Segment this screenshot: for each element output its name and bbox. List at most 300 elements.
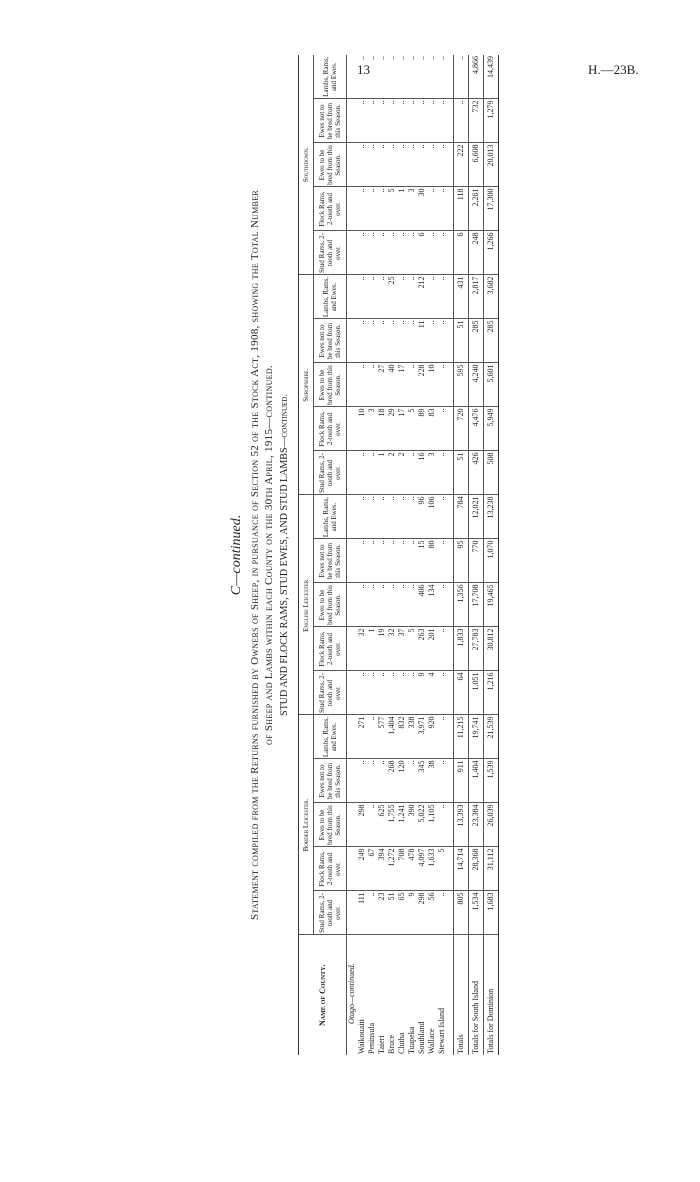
column-subheader: Lambs, Rams, and Ewes. xyxy=(314,55,347,99)
group-header-english-leicester: English Leicester. xyxy=(299,495,314,715)
heading-line-3: STUD AND FLOCK RAMS, STUD EWES, AND STUD LAMBS—continued. xyxy=(279,394,290,716)
table-cell: 4,476 xyxy=(469,407,484,451)
table-cell: .. xyxy=(407,143,417,187)
table-row xyxy=(397,55,407,1055)
table-cell: 338 xyxy=(407,715,417,759)
table-cell: 12,021 xyxy=(469,495,484,539)
column-subheader: Stud Rams, 2-tooth and over. xyxy=(314,231,347,275)
table-cell: 1,683 xyxy=(484,891,499,935)
table-cell: .. xyxy=(417,99,427,143)
table-cell: 1,241 xyxy=(397,803,407,847)
table-cell: 271 xyxy=(357,715,367,759)
table-cell: .. xyxy=(427,319,437,363)
table-cell: .. xyxy=(387,231,397,275)
page-number: 13 xyxy=(357,62,370,77)
county-name xyxy=(407,935,417,1055)
table-cell: .. xyxy=(397,539,407,583)
table-cell: .. xyxy=(387,55,397,99)
group-header-southdown: Southdown. xyxy=(299,55,314,275)
county-name-text: Waikouaiti xyxy=(357,1019,366,1054)
table-cell: 17 xyxy=(397,407,407,451)
table-cell: 23,384 xyxy=(469,803,484,847)
group-header-shropshire: Shropshire. xyxy=(299,275,314,495)
table-cell: .. xyxy=(437,143,447,187)
table-cell: .. xyxy=(454,99,469,143)
table-cell: 1 xyxy=(367,627,377,671)
table-cell: .. xyxy=(367,363,377,407)
table-cell: 17,300 xyxy=(484,187,499,231)
table-row xyxy=(367,55,377,1055)
table-cell: 298 xyxy=(417,891,427,935)
table-cell: .. xyxy=(397,319,407,363)
table-cell: 51 xyxy=(454,319,469,363)
column-subheader: Ewes not to be bred from this Season. xyxy=(314,319,347,363)
table-row xyxy=(377,55,387,1055)
table-cell: 577 xyxy=(377,715,387,759)
table-cell: 1 xyxy=(377,451,387,495)
table-cell: .. xyxy=(397,231,407,275)
empty-cell xyxy=(347,319,358,363)
table-cell: 390 xyxy=(407,803,417,847)
table-cell: 1,534 xyxy=(469,891,484,935)
table-cell: 201 xyxy=(427,627,437,671)
table-cell: .. xyxy=(367,759,377,803)
table-cell: .. xyxy=(357,55,367,99)
table-cell: 13,238 xyxy=(484,495,499,539)
county-name-text: Bruce xyxy=(387,1034,396,1054)
table-row xyxy=(357,55,367,1055)
table-cell: 19 xyxy=(377,627,387,671)
table-cell: 9 xyxy=(417,671,427,715)
column-subheader: Ewes not to be bred from this Season. xyxy=(314,539,347,583)
table-cell: 249 xyxy=(357,847,367,891)
table-cell: 106 xyxy=(427,495,437,539)
table-cell: .. xyxy=(367,803,377,847)
table-cell: .. xyxy=(377,99,387,143)
table-cell: 9 xyxy=(407,891,417,935)
empty-cell xyxy=(347,231,358,275)
empty-cell xyxy=(347,363,358,407)
table-cell: .. xyxy=(454,55,469,99)
table-cell: 28,368 xyxy=(469,847,484,891)
table-cell: 19,465 xyxy=(484,583,499,627)
county-name-text: Stewart Island xyxy=(437,1008,446,1054)
table-cell: .. xyxy=(357,671,367,715)
column-subheader: Ewes not to be bred from this Season. xyxy=(314,759,347,803)
table-cell: .. xyxy=(377,55,387,99)
table-cell: 1,272 xyxy=(387,847,397,891)
table-cell: 228 xyxy=(417,363,427,407)
table-cell: 6,608 xyxy=(469,143,484,187)
column-subheader: Lambs, Rams, and Ewes. xyxy=(314,715,347,759)
table-cell: 5 xyxy=(407,627,417,671)
table-cell: 18 xyxy=(377,407,387,451)
table-cell: .. xyxy=(367,539,377,583)
table-cell: 1,539 xyxy=(484,759,499,803)
empty-cell xyxy=(347,847,358,891)
empty-cell xyxy=(347,99,358,143)
table-cell: .. xyxy=(427,55,437,99)
county-name-text: Totals for Dominion xyxy=(486,988,495,1054)
table-cell: .. xyxy=(377,495,387,539)
table-cell: 120 xyxy=(397,759,407,803)
table-cell: .. xyxy=(377,143,387,187)
table-cell: 4,866 xyxy=(469,55,484,99)
table-cell: 64 xyxy=(454,671,469,715)
statement-heading xyxy=(230,5,292,1105)
table-cell: 406 xyxy=(417,583,427,627)
table-cell: 95 xyxy=(454,539,469,583)
table-cell: .. xyxy=(367,319,377,363)
county-name-text: Peninsula xyxy=(367,1022,376,1054)
table-cell: 32 xyxy=(357,627,367,671)
table-cell: .. xyxy=(367,231,377,275)
table-cell: .. xyxy=(357,99,367,143)
table-cell: .. xyxy=(437,495,447,539)
table-cell: 20,013 xyxy=(484,143,499,187)
table-cell: 32 xyxy=(387,627,397,671)
table-cell: 784 xyxy=(454,495,469,539)
group-header-border-leicester: Border Leicester. xyxy=(299,715,314,935)
table-cell: .. xyxy=(367,451,377,495)
table-cell: 5,949 xyxy=(484,407,499,451)
table-cell: .. xyxy=(437,275,447,319)
table-cell: 2,817 xyxy=(469,275,484,319)
table-cell: .. xyxy=(407,99,417,143)
table-cell: .. xyxy=(367,495,377,539)
county-name xyxy=(357,935,367,1055)
table-cell: 1,755 xyxy=(387,803,397,847)
table-cell: 394 xyxy=(377,847,387,891)
table-cell: 3 xyxy=(427,451,437,495)
county-name-text: Clutha xyxy=(397,1032,406,1054)
empty-cell xyxy=(347,187,358,231)
table-cell: .. xyxy=(407,451,417,495)
empty-cell xyxy=(347,627,358,671)
table-cell: .. xyxy=(367,583,377,627)
table-cell: .. xyxy=(387,583,397,627)
table-cell: 222 xyxy=(454,143,469,187)
table-cell: 4,097 xyxy=(417,847,427,891)
table-cell: .. xyxy=(437,319,447,363)
table-cell: .. xyxy=(397,671,407,715)
table-row xyxy=(407,55,417,1055)
column-subheader: Flock Rams, 2-tooth and over. xyxy=(314,847,347,891)
empty-cell xyxy=(347,275,358,319)
table-row xyxy=(484,55,499,1055)
column-subheader: Ewes to be bred from this Season. xyxy=(314,803,347,847)
table-cell: .. xyxy=(357,275,367,319)
table-cell: .. xyxy=(437,671,447,715)
table-cell: 3 xyxy=(407,187,417,231)
county-name xyxy=(437,935,447,1055)
table-cell: .. xyxy=(437,363,447,407)
table-cell: 5,601 xyxy=(484,363,499,407)
table-cell: 625 xyxy=(377,803,387,847)
table-cell: .. xyxy=(437,451,447,495)
table-row xyxy=(417,55,427,1055)
county-name xyxy=(417,935,427,1055)
table-cell: .. xyxy=(437,583,447,627)
empty-cell xyxy=(347,759,358,803)
table-cell: 508 xyxy=(484,451,499,495)
county-name-text: Wallace xyxy=(427,1028,436,1054)
table-cell: 345 xyxy=(417,759,427,803)
table-cell: .. xyxy=(357,583,367,627)
table-cell: .. xyxy=(367,55,377,99)
table-cell: .. xyxy=(437,55,447,99)
empty-cell xyxy=(347,55,358,99)
empty-cell xyxy=(347,451,358,495)
table-cell: 595 xyxy=(454,363,469,407)
table-cell: 38 xyxy=(427,759,437,803)
table-row xyxy=(387,55,397,1055)
table-cell: .. xyxy=(427,231,437,275)
table-cell: .. xyxy=(357,759,367,803)
column-subheader: Flock Rams, 2-tooth and over. xyxy=(314,187,347,231)
table-cell: 31,112 xyxy=(484,847,499,891)
county-name xyxy=(397,935,407,1055)
table-cell: 4 xyxy=(427,671,437,715)
table-cell: 80 xyxy=(427,539,437,583)
table-cell: .. xyxy=(387,143,397,187)
table-cell: .. xyxy=(357,231,367,275)
table-cell: .. xyxy=(437,187,447,231)
table-cell: .. xyxy=(407,363,417,407)
county-name-text: Southland xyxy=(417,1021,426,1054)
table-cell: 431 xyxy=(454,275,469,319)
table-cell: 285 xyxy=(469,319,484,363)
table-cell: 268 xyxy=(387,759,397,803)
table-cell: .. xyxy=(437,539,447,583)
table-cell: .. xyxy=(407,319,417,363)
county-name-text: Totals for South Island xyxy=(471,981,480,1054)
table-cell: 13,393 xyxy=(454,803,469,847)
table-cell: .. xyxy=(397,55,407,99)
table-cell: 30 xyxy=(417,187,427,231)
table-cell: 30,812 xyxy=(484,627,499,671)
table-cell: .. xyxy=(397,495,407,539)
table-cell: .. xyxy=(377,187,387,231)
table-cell: 920 xyxy=(427,715,437,759)
table-cell: .. xyxy=(357,143,367,187)
table-cell: 298 xyxy=(357,803,367,847)
table-cell: .. xyxy=(387,495,397,539)
table-cell: 3,682 xyxy=(484,275,499,319)
empty-cell xyxy=(347,671,358,715)
column-subheader: Ewes to be bred from this Season. xyxy=(314,363,347,407)
table-cell: 11 xyxy=(417,319,427,363)
table-row xyxy=(454,55,469,1055)
table-cell: 67 xyxy=(367,847,377,891)
table-cell: .. xyxy=(387,319,397,363)
table-cell: 118 xyxy=(454,187,469,231)
table-cell: .. xyxy=(357,451,367,495)
county-name xyxy=(367,935,377,1055)
table-cell: .. xyxy=(367,275,377,319)
table-cell: 19,741 xyxy=(469,715,484,759)
table-cell: .. xyxy=(397,275,407,319)
table-cell: 478 xyxy=(407,847,417,891)
table-cell: .. xyxy=(367,143,377,187)
table-cell: 1,279 xyxy=(484,99,499,143)
county-name-text: Totals xyxy=(456,1034,465,1054)
table-cell: 720 xyxy=(454,407,469,451)
column-subheader: Flock Rams, 2-tooth and over. xyxy=(314,407,347,451)
table-cell: .. xyxy=(377,319,387,363)
table-cell: 1,070 xyxy=(484,539,499,583)
county-name xyxy=(454,935,469,1055)
table-cell: .. xyxy=(377,759,387,803)
table-cell: .. xyxy=(407,55,417,99)
table-cell: 10 xyxy=(427,363,437,407)
section-row xyxy=(347,55,358,1055)
table-cell: 11,215 xyxy=(454,715,469,759)
table-cell: 27,783 xyxy=(469,627,484,671)
table-cell: 27 xyxy=(377,363,387,407)
table-cell: 1,633 xyxy=(427,847,437,891)
table-cell: 5 xyxy=(387,187,397,231)
table-cell: 14,439 xyxy=(484,55,499,99)
table-cell: 212 xyxy=(417,275,427,319)
table-cell: 40 xyxy=(387,363,397,407)
table-cell: .. xyxy=(387,671,397,715)
table-cell: 21,539 xyxy=(484,715,499,759)
empty-cell xyxy=(347,715,358,759)
table-cell: 14,714 xyxy=(454,847,469,891)
table-cell: 23 xyxy=(377,891,387,935)
table-cell: 832 xyxy=(397,715,407,759)
table-row xyxy=(469,55,484,1055)
table-cell: .. xyxy=(387,99,397,143)
county-name-text: Taieri xyxy=(377,1035,386,1054)
page-reference: H.—23B. xyxy=(588,62,639,77)
table-cell: 26,039 xyxy=(484,803,499,847)
table-cell: .. xyxy=(427,275,437,319)
table-cell: .. xyxy=(407,671,417,715)
table-cell: .. xyxy=(437,99,447,143)
table-cell: 65 xyxy=(397,891,407,935)
table-cell: 16 xyxy=(417,451,427,495)
table-cell: 6 xyxy=(454,231,469,275)
table-cell: .. xyxy=(407,231,417,275)
county-name-text: Tuapeka xyxy=(407,1026,416,1054)
stud-flock-table xyxy=(298,55,499,1055)
empty-cell xyxy=(347,583,358,627)
table-cell: .. xyxy=(417,55,427,99)
table-cell: 1,216 xyxy=(484,671,499,715)
table-row xyxy=(427,55,437,1055)
table-cell: .. xyxy=(377,275,387,319)
table-cell: .. xyxy=(377,583,387,627)
table-cell: 1,356 xyxy=(454,583,469,627)
column-subheader: Ewes to be bred from this Season. xyxy=(314,143,347,187)
table-cell: 770 xyxy=(469,539,484,583)
table-cell: .. xyxy=(357,539,367,583)
table-cell: .. xyxy=(437,231,447,275)
empty-cell xyxy=(347,539,358,583)
county-column-header: Name of County. xyxy=(299,935,347,1055)
heading-line-1: Statement compiled from the Returns furnished by Owners of Sheep, in pursuance of Section 52 of the Stock Act, 1908, showing the Total Number xyxy=(249,189,261,921)
table-cell: .. xyxy=(437,803,447,847)
table-cell: 1,404 xyxy=(469,759,484,803)
table-cell: .. xyxy=(357,187,367,231)
table-cell: 15 xyxy=(417,539,427,583)
table-cell: .. xyxy=(397,583,407,627)
table-cell: 285 xyxy=(484,319,499,363)
table-cell: 708 xyxy=(397,847,407,891)
table-cell: 1,833 xyxy=(454,627,469,671)
section-label-text: Otago—continued. xyxy=(347,963,356,1024)
table-cell: .. xyxy=(377,671,387,715)
table-cell: 3,971 xyxy=(417,715,427,759)
table-cell: .. xyxy=(387,539,397,583)
table-cell: 1,266 xyxy=(484,231,499,275)
table-cell: 1,404 xyxy=(387,715,397,759)
table-cell: 17 xyxy=(397,363,407,407)
table-row xyxy=(437,55,447,1055)
table-cell: 3 xyxy=(367,407,377,451)
table-cell: .. xyxy=(367,715,377,759)
table-cell: 1,051 xyxy=(469,671,484,715)
table-cell: 37 xyxy=(397,627,407,671)
table-cell: 805 xyxy=(454,891,469,935)
table-cell: 2,261 xyxy=(469,187,484,231)
table-cell: 96 xyxy=(417,495,427,539)
table-cell: .. xyxy=(427,99,437,143)
table-cell: 83 xyxy=(427,407,437,451)
table-cell: 2 xyxy=(387,451,397,495)
empty-cell xyxy=(347,891,358,935)
table-cell: .. xyxy=(367,99,377,143)
county-name xyxy=(387,935,397,1055)
empty-cell xyxy=(347,495,358,539)
column-subheader: Ewes not to be bred from this Season. xyxy=(314,99,347,143)
heading-line-2: of Sheep and Lambs within each County on the 30th April, 1915—continued. xyxy=(263,365,275,745)
table-cell: 89 xyxy=(417,407,427,451)
table-cell: .. xyxy=(357,319,367,363)
table-cell: .. xyxy=(427,143,437,187)
table-cell: 29 xyxy=(387,407,397,451)
rotated-statement xyxy=(229,5,495,1105)
table-cell: 426 xyxy=(469,451,484,495)
table-cell: 911 xyxy=(454,759,469,803)
section-label xyxy=(347,935,358,1055)
table-cell: .. xyxy=(367,187,377,231)
table-cell: .. xyxy=(437,891,447,935)
table-cell: 51 xyxy=(454,451,469,495)
table-cell: 134 xyxy=(427,583,437,627)
table-cell: .. xyxy=(357,363,367,407)
column-subheader: Stud Rams, 2-tooth and over. xyxy=(314,891,347,935)
table-cell: 5 xyxy=(407,407,417,451)
table-cell: 4,240 xyxy=(469,363,484,407)
column-subheader: Stud Rams, 2-tooth and over. xyxy=(314,671,347,715)
county-name xyxy=(377,935,387,1055)
table-cell: .. xyxy=(407,275,417,319)
table-cell: 25 xyxy=(387,275,397,319)
column-subheader: Stud Rams, 2-tooth and over. xyxy=(314,451,347,495)
table-cell: 17,708 xyxy=(469,583,484,627)
table-cell: .. xyxy=(367,671,377,715)
column-subheader: Lambs, Rams, and Ewes. xyxy=(314,275,347,319)
table-cell: 732 xyxy=(469,99,484,143)
table-cell: .. xyxy=(437,407,447,451)
county-name xyxy=(427,935,437,1055)
column-subheader: Lambs, Rams, and Ewes. xyxy=(314,495,347,539)
empty-cell xyxy=(347,407,358,451)
table-cell: 5,022 xyxy=(417,803,427,847)
